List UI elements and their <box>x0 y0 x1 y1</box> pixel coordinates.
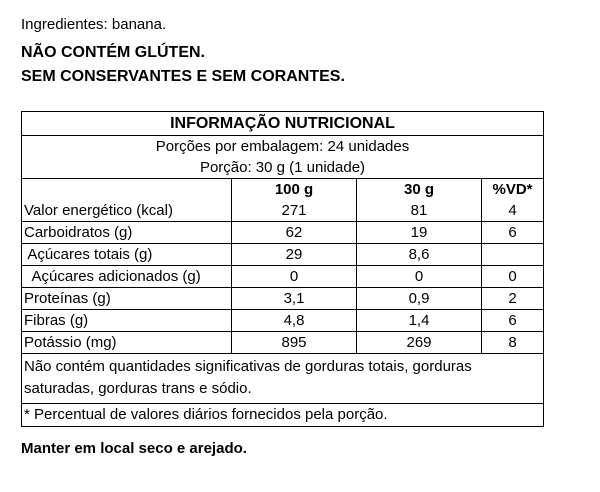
table-row <box>22 309 543 331</box>
table-row <box>22 243 543 265</box>
value-vd <box>481 244 543 265</box>
value-100g: 271 <box>231 200 356 221</box>
value-100g: 4,8 <box>231 310 356 331</box>
table-row <box>22 287 543 309</box>
table-row <box>22 331 543 353</box>
serving-size: Porção: 30 g (1 unidade) <box>199 159 366 176</box>
value-30g: 0,9 <box>356 288 481 309</box>
table-header-row <box>22 178 543 200</box>
no-preservatives-statement: SEM CONSERVANTES E SEM CORANTES. <box>21 68 345 85</box>
value-vd: 4 <box>481 200 543 221</box>
value-vd: 2 <box>481 288 543 309</box>
nutrient-label: Valor energético (kcal) <box>24 202 173 219</box>
value-100g: 3,1 <box>231 288 356 309</box>
nutrient-label: Proteínas (g) <box>24 290 111 307</box>
nutrient-label: Açúcares totais (g) <box>24 246 153 263</box>
table-row <box>22 200 543 221</box>
value-vd: 8 <box>481 332 543 353</box>
table-row <box>22 265 543 287</box>
value-100g: 895 <box>231 332 356 353</box>
storage-instructions: Manter em local seco e arejado. <box>21 440 247 457</box>
significance-note-row <box>22 353 543 403</box>
value-30g: 8,6 <box>356 244 481 265</box>
serving-info <box>22 135 543 178</box>
nutrient-label: Potássio (mg) <box>24 334 117 351</box>
value-100g: 62 <box>231 222 356 243</box>
table-row <box>22 221 543 243</box>
servings-per-package: Porções por embalagem: 24 unidades <box>155 138 410 155</box>
table-title: INFORMAÇÃO NUTRICIONAL <box>170 114 395 132</box>
ingredients-text: Ingredientes: banana. <box>21 16 167 33</box>
header-30g: 30 g <box>356 179 481 200</box>
value-30g: 0 <box>356 266 481 287</box>
nutrient-label: Carboidratos (g) <box>24 224 133 241</box>
value-vd: 6 <box>481 310 543 331</box>
header-vd: %VD* <box>481 179 543 200</box>
value-100g: 0 <box>231 266 356 287</box>
value-30g: 81 <box>356 200 481 221</box>
footnote-row <box>22 403 543 426</box>
value-vd: 0 <box>481 266 543 287</box>
value-30g: 19 <box>356 222 481 243</box>
header-label-cell <box>22 179 231 200</box>
nutrient-label: Açúcares adicionados (g) <box>24 268 201 285</box>
nutrient-label: Fibras (g) <box>24 312 89 329</box>
gluten-free-statement: NÃO CONTÉM GLÚTEN. <box>21 44 205 61</box>
vd-footnote: * Percentual de valores diários fornecidos pela porção. <box>24 406 388 423</box>
value-30g: 1,4 <box>356 310 481 331</box>
significance-note: Não contém quantidades significativas de gorduras totais, gorduras saturadas, gorduras trans e sódio. <box>24 358 472 397</box>
value-vd: 6 <box>481 222 543 243</box>
header-100g: 100 g <box>231 179 356 200</box>
value-100g: 29 <box>231 244 356 265</box>
nutrition-facts-table <box>21 111 544 427</box>
value-30g: 269 <box>356 332 481 353</box>
